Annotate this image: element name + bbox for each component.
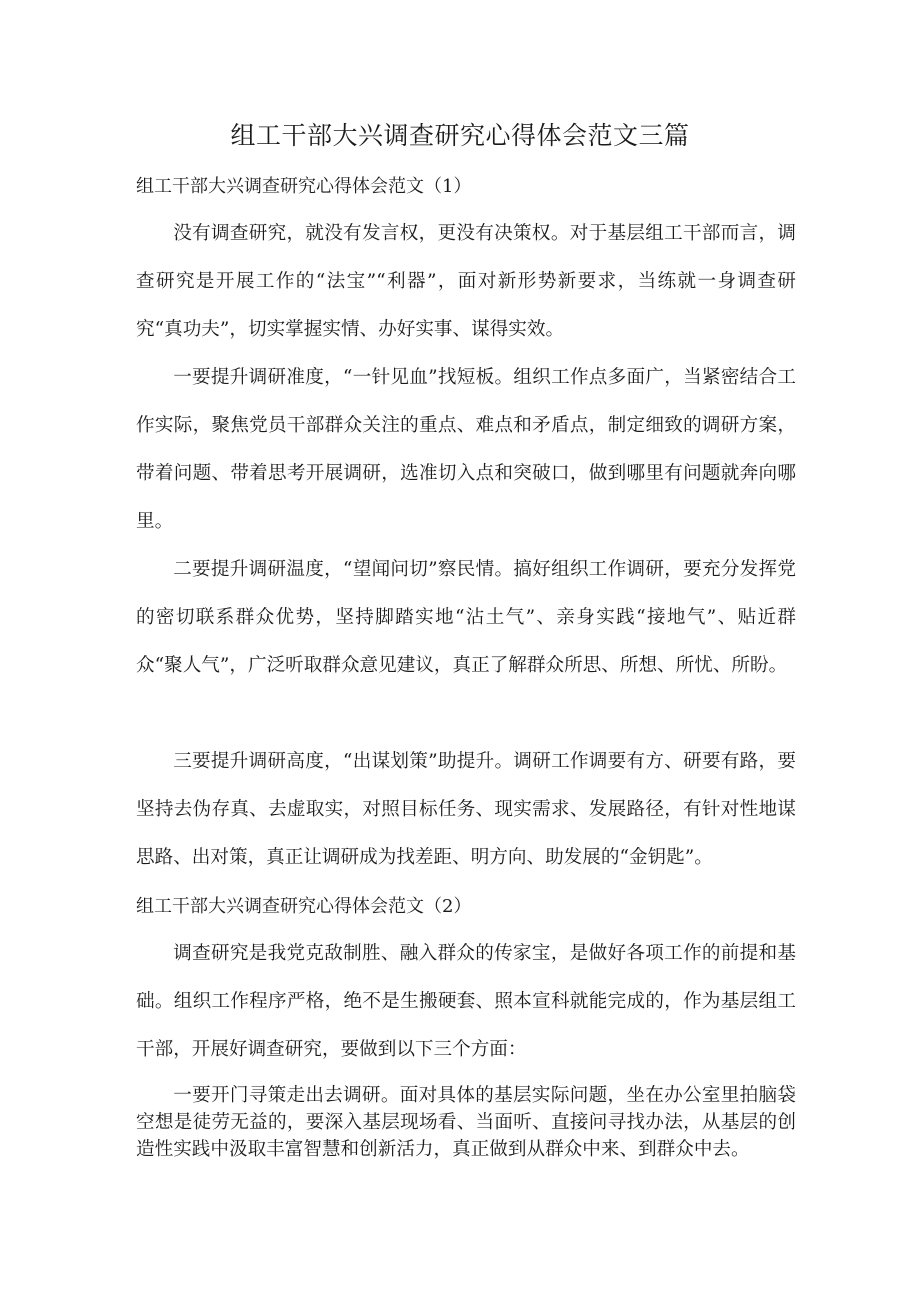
document-title: 组工干部大兴调查研究心得体会范文三篇 xyxy=(230,121,690,150)
section-1-paragraph-4: 三要提升调研高度，“出谋划策”助提升。调研工作调要有方、研要有路，要坚持去伪存真、去虚取实，对照目标任务、现实需求、发展路径，有针对性地谋思路、出对策，真正让调研成为找差距、明方向、助发展的“金钥匙”。 xyxy=(136,751,796,868)
section-heading-1: 组工干部大兴调查研究心得体会范文（1） xyxy=(136,176,472,197)
section-1-paragraph-3: 二要提升调研温度，“望闻问切”察民情。搞好组织工作调研，要充分发挥党的密切联系群众优势，坚持脚踏实地“沾土气”、亲身实践“接地气”、贴近群众“聚人气”，广泛听取群众意见建议，真正了解群众所思、所想、所忧、所盼。 xyxy=(136,559,796,676)
section-2-paragraph-1: 调查研究是我党克敌制胜、融入群众的传家宝，是做好各项工作的前提和基础。组织工作程序严格，绝不是生搬硬套、照本宣科就能完成的，作为基层组工干部，开展好调查研究，要做到以下三个方面： xyxy=(136,943,796,1060)
section-2-paragraph-2: 一要开门寻策走出去调研。面对具体的基层实际问题，坐在办公室里拍脑袋空想是徒劳无益的，要深入基层现场看、当面听、直接问寻找办法，从基层的创造性实践中汲取丰富智慧和创新活力，真正做到从群众中来、到群众中去。 xyxy=(136,1085,796,1160)
section-heading-2: 组工干部大兴调查研究心得体会范文（2） xyxy=(136,896,472,917)
section-1-paragraph-1: 没有调查研究，就没有发言权，更没有决策权。对于基层组工干部而言，调查研究是开展工作的“法宝”“利器”，面对新形势新要求，当练就一身调查研究“真功夫”，切实掌握实情、办好实事、谋得实效。 xyxy=(136,223,796,340)
section-1-paragraph-2: 一要提升调研准度，“一针见血”找短板。组织工作点多面广，当紧密结合工作实际，聚焦党员干部群众关注的重点、难点和矛盾点，制定细致的调研方案，带着问题、带着思考开展调研，选准切入点和突破口，做到哪里有问题就奔向哪里。 xyxy=(136,367,796,532)
